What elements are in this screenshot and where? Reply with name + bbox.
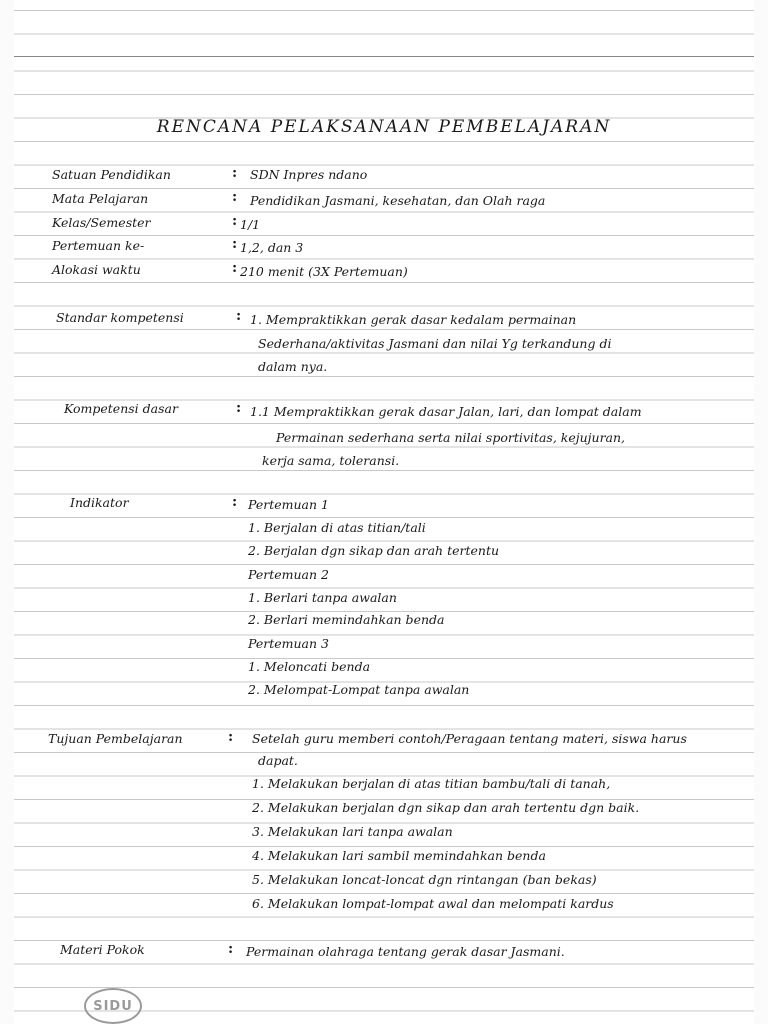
- tujuan-line: 3. Melakukan lari tanpa awalan: [252, 824, 453, 839]
- colon: :: [232, 213, 238, 229]
- value-pertemuan: 1,2, dan 3: [240, 240, 304, 255]
- indikator-line: 2. Melompat-Lompat tanpa awalan: [248, 682, 470, 697]
- label-standar-kompetensi: Standar kompetensi: [56, 310, 184, 325]
- value-materi-pokok: Permainan olahraga tentang gerak dasar Jasmani.: [246, 944, 565, 959]
- indikator-line: Pertemuan 3: [248, 636, 329, 651]
- kd-line: 1.1 Mempraktikkan gerak dasar Jalan, lari, dan lompat dalam: [250, 404, 642, 419]
- indikator-line: Pertemuan 1: [248, 497, 329, 512]
- indikator-line: 1. Berlari tanpa awalan: [248, 590, 397, 605]
- label-kompetensi-dasar: Kompetensi dasar: [64, 401, 178, 416]
- value-mata-pelajaran: Pendidikan Jasmani, kesehatan, dan Olah raga: [250, 193, 546, 208]
- label-mata-pelajaran: Mata Pelajaran: [52, 191, 149, 206]
- label-pertemuan: Pertemuan ke-: [52, 238, 145, 253]
- colon: :: [228, 729, 234, 745]
- sidu-logo-stamp: [84, 988, 142, 1024]
- sk-line: Sederhana/aktivitas Jasmani dan nilai Yg terkandung di: [258, 336, 612, 351]
- tujuan-line: 2. Melakukan berjalan dgn sikap dan arah tertentu dgn baik.: [252, 800, 640, 815]
- tujuan-line: 1. Melakukan berjalan di atas titian bambu/tali di tanah,: [252, 776, 611, 791]
- colon: :: [232, 236, 238, 252]
- label-kelas-semester: Kelas/Semester: [52, 215, 151, 230]
- label-alokasi-waktu: Alokasi waktu: [52, 262, 141, 277]
- tujuan-line: Setelah guru memberi contoh/Peragaan tentang materi, siswa harus: [252, 731, 687, 746]
- label-indikator: Indikator: [70, 495, 129, 510]
- sk-line: 1. Mempraktikkan gerak dasar kedalam permainan: [250, 312, 577, 327]
- colon: :: [232, 260, 238, 276]
- notebook-page: [14, 0, 754, 1024]
- colon: :: [228, 941, 234, 957]
- tujuan-line: 6. Melakukan lompat-lompat awal dan melompati kardus: [252, 896, 614, 911]
- label-tujuan-pembelajaran: Tujuan Pembelajaran: [48, 731, 183, 746]
- value-alokasi-waktu: 210 menit (3X Pertemuan): [240, 264, 408, 279]
- indikator-line: 2. Berlari memindahkan benda: [248, 612, 445, 627]
- kd-line: kerja sama, toleransi.: [262, 453, 400, 468]
- kd-line: Permainan sederhana serta nilai sportivitas, kejujuran,: [276, 430, 626, 445]
- indikator-line: 1. Berjalan di atas titian/tali: [248, 520, 426, 535]
- indikator-line: 2. Berjalan dgn sikap dan arah tertentu: [248, 543, 500, 558]
- top-margin-rule: [14, 56, 754, 57]
- tujuan-line: 4. Melakukan lari sambil memindahkan benda: [252, 848, 546, 863]
- indikator-line: Pertemuan 2: [248, 567, 329, 582]
- colon: :: [236, 308, 242, 324]
- sk-line: dalam nya.: [258, 359, 328, 374]
- page-title: RENCANA PELAKSANAAN PEMBELAJARAN: [156, 117, 612, 137]
- value-kelas-semester: 1/1: [240, 217, 261, 232]
- indikator-line: 1. Meloncati benda: [248, 659, 371, 674]
- colon: :: [232, 165, 238, 181]
- tujuan-line: 5. Melakukan loncat-loncat dgn rintangan (ban bekas): [252, 872, 597, 887]
- tujuan-line: dapat.: [258, 753, 298, 768]
- label-satuan-pendidikan: Satuan Pendidikan: [52, 167, 171, 182]
- label-materi-pokok: Materi Pokok: [60, 942, 145, 957]
- sidu-logo-text: SIDU: [93, 998, 133, 1014]
- colon: :: [232, 494, 238, 510]
- colon: :: [236, 400, 242, 416]
- value-satuan-pendidikan: SDN Inpres ndano: [250, 167, 368, 182]
- colon: :: [232, 189, 238, 205]
